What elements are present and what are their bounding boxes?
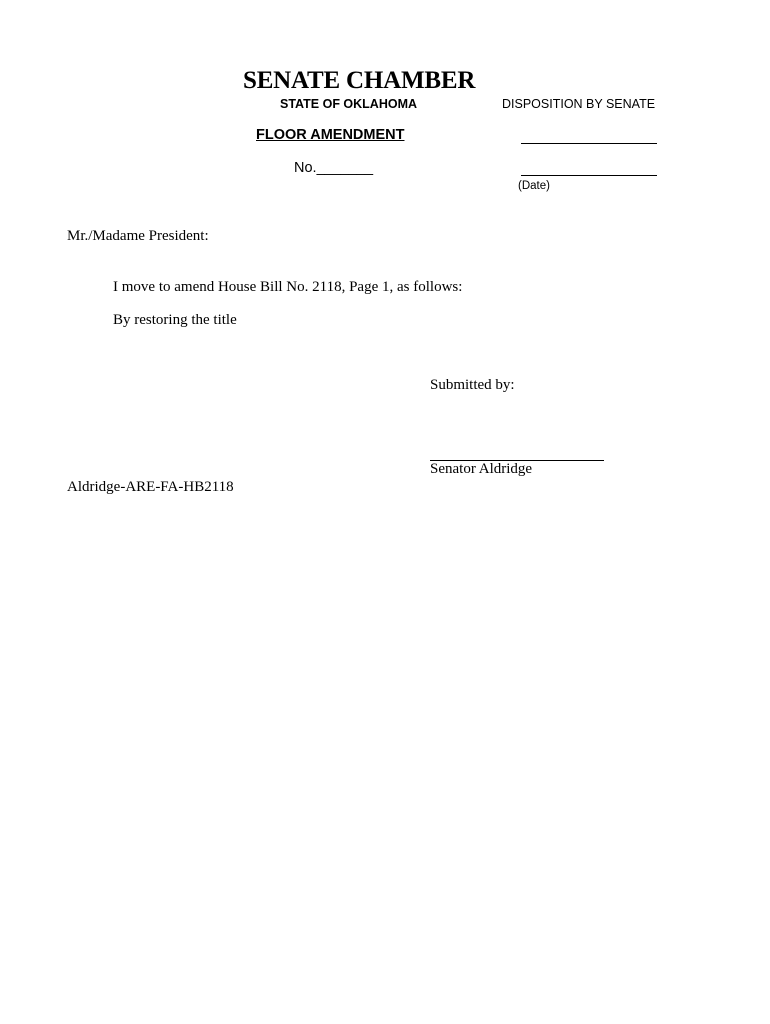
chamber-title: SENATE CHAMBER xyxy=(243,67,476,94)
senator-name: Senator Aldridge xyxy=(430,461,533,477)
disposition-line xyxy=(521,143,657,144)
document-id: Aldridge-ARE-FA-HB2118 xyxy=(67,479,234,495)
motion-text: I move to amend House Bill No. 2118, Page 1, as follows: xyxy=(113,279,463,295)
disposition-label: DISPOSITION BY SENATE xyxy=(502,97,656,111)
date-line xyxy=(521,175,657,176)
submitted-by-label: Submitted by: xyxy=(430,377,515,393)
state-label: STATE OF OKLAHOMA xyxy=(280,97,418,111)
date-label: (Date) xyxy=(518,180,550,192)
amendment-instruction: By restoring the title xyxy=(113,312,237,328)
salutation: Mr./Madame President: xyxy=(67,228,209,244)
amendment-type-heading: FLOOR AMENDMENT xyxy=(256,127,405,143)
amendment-number-line: No._______ xyxy=(294,160,374,176)
